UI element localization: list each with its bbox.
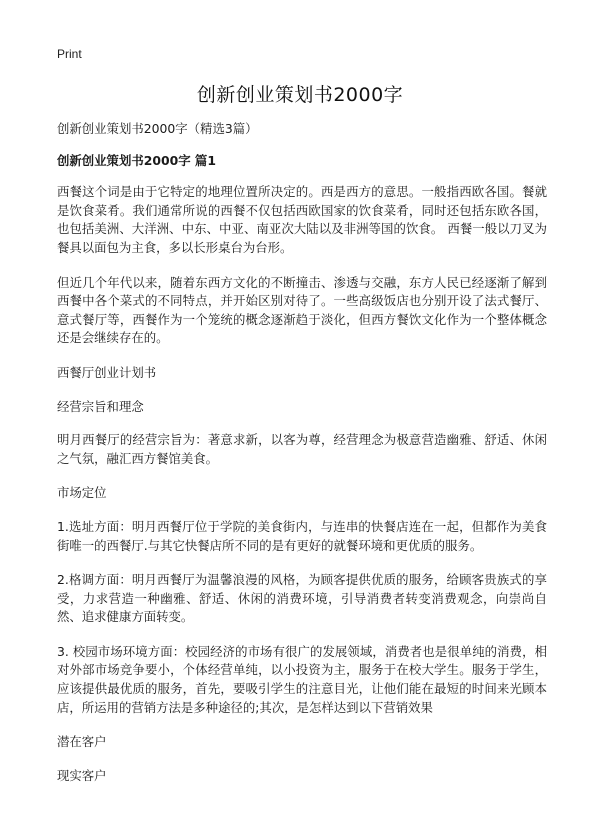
purpose-text: 明月西餐厅的经营宗旨为：著意求新，以客为尊，经营理念为极意营造幽雅、舒适、休闲之气氛，融汇西方餐馆美食。	[57, 432, 547, 466]
section-heading: 创新创业策划书2000字 篇1	[57, 152, 216, 168]
paragraph-western-food: 西餐这个词是由于它特定的地理位置所决定的。西是西方的意思。一般指西欧各国。餐就是饮食菜肴。我们通常所说的西餐不仅包括西欧国家的饮食菜肴，同时还包括东欧各国，也包括美洲、大洋洲、中东、中亚、南亚次大陆以及非洲等国的饮食。 西餐一般以刀叉为餐具以面包为主食，多以长形桌台为台形。	[57, 184, 547, 255]
market-point-style: 2.格调方面：明月西餐厅为温馨浪漫的风格，为顾客提供优质的服务，给顾客贵族式的享受，力求营造一种幽雅、舒适、休闲的消费环境，引导消费者转变消费观念，向崇尚自然、追求健康方面转变。	[57, 572, 547, 625]
document-subtitle: 创新创业策划书2000字（精选3篇）	[57, 121, 258, 136]
market-point-campus: 3. 校园市场环境方面：校园经济的市场有很广的发展领域，消费者也是很单纯的消费，相对外部市场竞争要小，个体经营单纯，以小投资为主，服务于在校大学生。服务于学生，应该提供最优质的服务，首先，要吸引学生的注意目光，让他们能在最短的时间来光顾本店，所运用的营销方法是多种途径的;其次，是怎样达到以下营销效果	[57, 643, 547, 715]
document-body	[57, 120, 547, 800]
plan-title: 西餐厅创业计划书	[57, 364, 157, 380]
paragraph-cultural-exchange: 但近几个年代以来，随着东西方文化的不断撞击、渗透与交融，东方人民已经逐渐了解到西餐中各个菜式的不同特点，并开始区别对待了。一些高级饭店也分别开设了法式餐厅、意式餐厅等，西餐作为一个笼统的概念逐渐趋于淡化，但西方餐饮文化作为一个整体概念还是会继续存在的。	[57, 274, 547, 346]
purpose-heading: 经营宗旨和理念	[57, 398, 144, 414]
potential-customers: 潜在客户	[57, 734, 107, 750]
document-title: 创新创业策划书2000字	[196, 84, 404, 106]
market-heading: 市场定位	[57, 485, 107, 501]
market-point-location: 1.选址方面：明月西餐厅位于学院的美食街内，与连串的快餐店连在一起，但都作为美食街唯一的西餐厅.与其它快餐店所不同的是有更好的就餐环境和更优质的服务。	[57, 518, 547, 553]
print-label: Print	[57, 47, 82, 61]
current-customers: 现实客户	[57, 767, 107, 783]
